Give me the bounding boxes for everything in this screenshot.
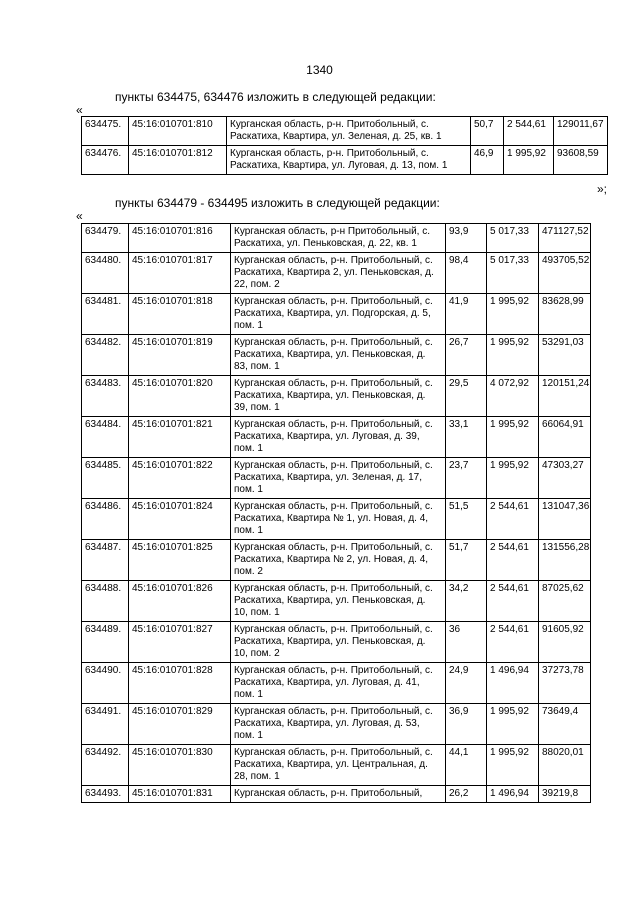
rate-cell: 2 544,61 [487,540,539,581]
table-row [82,540,591,581]
cadastral-number-cell: 45:16:010701:816 [129,224,231,253]
row-number-cell: 634475. [82,117,129,146]
rate-cell: 1 995,92 [487,417,539,458]
value-cell: 131556,28 [539,540,591,581]
value-cell: 66064,91 [539,417,591,458]
cadastral-number-cell: 45:16:010701:825 [129,540,231,581]
page-number: 1340 [306,63,333,77]
table-row [82,117,608,146]
address-cell: Курганская область, р-н. Притобольный, с. Раскатиха, Квартира, ул. Подгорская, д. 5, пом. 1 [231,294,446,335]
row-number-cell: 634487. [82,540,129,581]
address-cell: Курганская область, р-н. Притобольный, с. Раскатиха, Квартира, ул. Пеньковская, д. 83, пом. 1 [231,335,446,376]
address-cell: Курганская область, р-н. Притобольный, с. Раскатиха, Квартира, ул. Луговая, д. 53, пом. 1 [231,704,446,745]
row-number-cell: 634492. [82,745,129,786]
table-row [82,704,591,745]
row-number-cell: 634493. [82,786,129,803]
cadastral-number-cell: 45:16:010701:828 [129,663,231,704]
address-cell: Курганская область, р-н. Притобольный, с. Раскатиха, Квартира, ул. Центральная, д. 28, пом. 1 [231,745,446,786]
value-cell: 120151,24 [539,376,591,417]
address-cell: Курганская область, р-н. Притобольный, с. Раскатиха, Квартира, ул. Луговая, д. 41, пом. 1 [231,663,446,704]
area-cell: 26,7 [446,335,487,376]
row-number-cell: 634486. [82,499,129,540]
area-cell: 44,1 [446,745,487,786]
section1-intro: пункты 634475, 634476 изложить в следующей редакции: [115,90,436,104]
area-cell: 41,9 [446,294,487,335]
cadastral-number-cell: 45:16:010701:819 [129,335,231,376]
table-row [82,376,591,417]
rate-cell: 4 072,92 [487,376,539,417]
table-row [82,458,591,499]
value-cell: 39219,8 [539,786,591,803]
table-row [82,622,591,663]
table-section1 [81,116,608,175]
row-number-cell: 634485. [82,458,129,499]
address-cell: Курганская область, р-н. Притобольный, с. Раскатиха, Квартира, ул. Зеленая, д. 25, кв. 1 [227,117,471,146]
value-cell: 93608,59 [554,146,608,175]
address-cell: Курганская область, р-н. Притобольный, с. Раскатиха, Квартира, ул. Пеньковская, д. 10, пом. 1 [231,581,446,622]
address-cell: Курганская область, р-н. Притобольный, с. Раскатиха, Квартира № 2, ул. Новая, д. 4, пом. 2 [231,540,446,581]
area-cell: 23,7 [446,458,487,499]
address-cell: Курганская область, р-н. Притобольный, с. Раскатиха, Квартира, ул. Зеленая, д. 17, пом. 1 [231,458,446,499]
row-number-cell: 634481. [82,294,129,335]
area-cell: 50,7 [471,117,504,146]
rate-cell: 2 544,61 [487,581,539,622]
row-number-cell: 634482. [82,335,129,376]
value-cell: 53291,03 [539,335,591,376]
value-cell: 88020,01 [539,745,591,786]
value-cell: 131047,36 [539,499,591,540]
rate-cell: 5 017,33 [487,253,539,294]
table-row [82,786,591,803]
value-cell: 493705,52 [539,253,591,294]
row-number-cell: 634483. [82,376,129,417]
row-number-cell: 634484. [82,417,129,458]
row-number-cell: 634488. [82,581,129,622]
area-cell: 36,9 [446,704,487,745]
address-cell: Курганская область, р-н. Притобольный, с. Раскатиха, Квартира, ул. Пеньковская, д. 39, пом. 1 [231,376,446,417]
rate-cell: 1 995,92 [487,294,539,335]
rate-cell: 1 995,92 [487,335,539,376]
cadastral-number-cell: 45:16:010701:817 [129,253,231,294]
table-body-section1 [82,117,608,175]
value-cell: 129011,67 [554,117,608,146]
row-number-cell: 634491. [82,704,129,745]
cadastral-number-cell: 45:16:010701:830 [129,745,231,786]
table-body-section2 [82,224,591,803]
address-cell: Курганская область, р-н Притобольный, с. Раскатиха, ул. Пеньковская, д. 22, кв. 1 [231,224,446,253]
row-number-cell: 634490. [82,663,129,704]
cadastral-number-cell: 45:16:010701:812 [129,146,227,175]
cadastral-number-cell: 45:16:010701:820 [129,376,231,417]
table-row [82,581,591,622]
section1-open-quote: « [76,103,83,117]
table-row [82,294,591,335]
rate-cell: 1 995,92 [487,745,539,786]
area-cell: 26,2 [446,786,487,803]
value-cell: 471127,52 [539,224,591,253]
value-cell: 47303,27 [539,458,591,499]
area-cell: 98,4 [446,253,487,294]
address-cell: Курганская область, р-н. Притобольный, [231,786,446,803]
table-row [82,146,608,175]
value-cell: 83628,99 [539,294,591,335]
area-cell: 24,9 [446,663,487,704]
rate-cell: 1 496,94 [487,663,539,704]
cadastral-number-cell: 45:16:010701:822 [129,458,231,499]
address-cell: Курганская область, р-н. Притобольный, с. Раскатиха, Квартира, ул. Пеньковская, д. 10, пом. 2 [231,622,446,663]
table-row [82,335,591,376]
table-row [82,499,591,540]
area-cell: 51,5 [446,499,487,540]
area-cell: 36 [446,622,487,663]
area-cell: 51,7 [446,540,487,581]
row-number-cell: 634480. [82,253,129,294]
rate-cell: 2 544,61 [504,117,554,146]
row-number-cell: 634479. [82,224,129,253]
row-number-cell: 634489. [82,622,129,663]
cadastral-number-cell: 45:16:010701:810 [129,117,227,146]
value-cell: 87025,62 [539,581,591,622]
table-section2 [81,223,591,803]
value-cell: 73649,4 [539,704,591,745]
table-row [82,224,591,253]
value-cell: 91605,92 [539,622,591,663]
cadastral-number-cell: 45:16:010701:831 [129,786,231,803]
address-cell: Курганская область, р-н. Притобольный, с. Раскатиха, Квартира № 1, ул. Новая, д. 4, пом. 1 [231,499,446,540]
area-cell: 29,5 [446,376,487,417]
area-cell: 46,9 [471,146,504,175]
row-number-cell: 634476. [82,146,129,175]
area-cell: 93,9 [446,224,487,253]
cadastral-number-cell: 45:16:010701:821 [129,417,231,458]
table-row [82,745,591,786]
rate-cell: 1 995,92 [487,704,539,745]
cadastral-number-cell: 45:16:010701:818 [129,294,231,335]
address-cell: Курганская область, р-н. Притобольный, с. Раскатиха, Квартира, ул. Луговая, д. 13, пом. 1 [227,146,471,175]
rate-cell: 1 995,92 [487,458,539,499]
table-row [82,253,591,294]
section1-close-quote: »; [596,182,607,196]
rate-cell: 2 544,61 [487,622,539,663]
section2-open-quote: « [76,209,83,223]
address-cell: Курганская область, р-н. Притобольный, с. Раскатиха, Квартира 2, ул. Пеньковская, д. 22, пом. 2 [231,253,446,294]
cadastral-number-cell: 45:16:010701:826 [129,581,231,622]
table-row [82,417,591,458]
rate-cell: 1 995,92 [504,146,554,175]
cadastral-number-cell: 45:16:010701:824 [129,499,231,540]
area-cell: 33,1 [446,417,487,458]
area-cell: 34,2 [446,581,487,622]
cadastral-number-cell: 45:16:010701:829 [129,704,231,745]
rate-cell: 2 544,61 [487,499,539,540]
rate-cell: 5 017,33 [487,224,539,253]
section2-intro: пункты 634479 - 634495 изложить в следующей редакции: [115,196,440,210]
value-cell: 37273,78 [539,663,591,704]
rate-cell: 1 496,94 [487,786,539,803]
cadastral-number-cell: 45:16:010701:827 [129,622,231,663]
table-row [82,663,591,704]
address-cell: Курганская область, р-н. Притобольный, с. Раскатиха, Квартира, ул. Луговая, д. 39, пом. 1 [231,417,446,458]
